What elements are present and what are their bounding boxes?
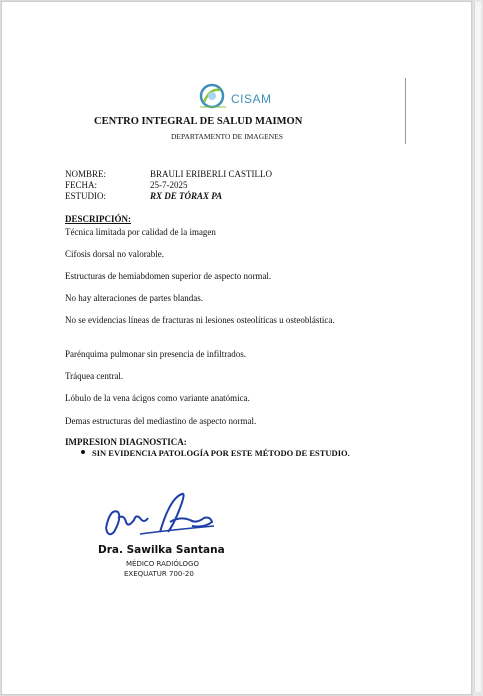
date-label: FECHA: bbox=[65, 180, 98, 190]
date-value: 25-7-2025 bbox=[150, 180, 188, 190]
description-heading: DESCRIPCIÓN: bbox=[65, 214, 132, 224]
document-page bbox=[1, 1, 472, 695]
finding-paragraph: Tráquea central. bbox=[65, 371, 124, 381]
impression-heading: IMPRESION DIAGNOSTICA: bbox=[65, 437, 187, 447]
logo-text: CISAM bbox=[231, 92, 272, 106]
institution-title: CENTRO INTEGRAL DE SALUD MAIMON bbox=[94, 116, 303, 127]
name-label: NOMBRE: bbox=[65, 169, 107, 179]
finding-paragraph: Estructuras de hemiabdomen superior de aspecto normal. bbox=[65, 271, 272, 281]
finding-paragraph: No hay alteraciones de partes blandas. bbox=[65, 293, 203, 303]
impression-item: SIN EVIDENCIA PATOLOGÍA POR ESTE MÉTODO DE ESTUDIO. bbox=[92, 448, 350, 458]
doctor-exequatur: EXEQUATUR 700-20 bbox=[124, 570, 194, 578]
doctor-role: MÉDICO RADIÓLOGO bbox=[126, 560, 199, 568]
finding-paragraph: Cifosis dorsal no valorable. bbox=[65, 249, 164, 259]
finding-paragraph: Técnica limitada por calidad de la imagen bbox=[65, 227, 216, 237]
finding-paragraph: Lóbulo de la vena ácigos como variante anatómica. bbox=[65, 393, 250, 403]
finding-paragraph: No se evidencias líneas de fracturas ni lesiones osteolíticas u osteoblástica. bbox=[65, 315, 335, 325]
header-divider bbox=[405, 78, 406, 144]
scrollbar-thumb[interactable] bbox=[474, 2, 481, 692]
study-label: ESTUDIO: bbox=[65, 191, 106, 201]
handwritten-signature bbox=[100, 488, 220, 548]
doctor-name: Dra. Sawilka Santana bbox=[98, 544, 225, 556]
bullet-icon bbox=[81, 450, 85, 454]
finding-paragraph: Demas estructuras del mediastino de aspecto normal. bbox=[65, 416, 257, 426]
vertical-scrollbar[interactable] bbox=[473, 0, 483, 696]
name-value: BRAULI ERIBERLI CASTILLO bbox=[150, 169, 272, 179]
department-title: DEPARTAMENTO DE IMAGENES bbox=[171, 132, 283, 141]
study-value: RX DE TÓRAX PA bbox=[150, 191, 223, 201]
finding-paragraph: Parénquima pulmonar sin presencia de infiltrados. bbox=[65, 349, 246, 359]
